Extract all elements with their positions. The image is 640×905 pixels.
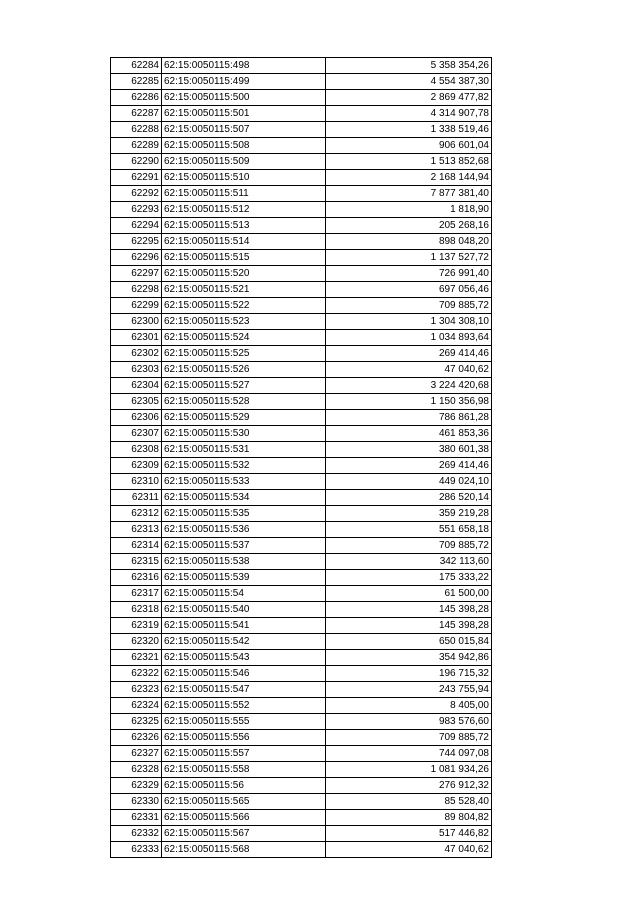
value-cell: 3 224 420,68 <box>326 378 492 394</box>
cadastral-code-cell: 62:15:0050115:532 <box>162 458 326 474</box>
value-cell: 650 015,84 <box>326 634 492 650</box>
cadastral-code-cell: 62:15:0050115:509 <box>162 154 326 170</box>
value-cell: 709 885,72 <box>326 538 492 554</box>
table-row <box>111 826 492 842</box>
value-cell: 1 304 308,10 <box>326 314 492 330</box>
table-row <box>111 634 492 650</box>
value-cell: 709 885,72 <box>326 730 492 746</box>
table-row <box>111 218 492 234</box>
cadastral-code-cell: 62:15:0050115:507 <box>162 122 326 138</box>
cadastral-code-cell: 62:15:0050115:557 <box>162 746 326 762</box>
cadastral-code-cell: 62:15:0050115:543 <box>162 650 326 666</box>
value-cell: 898 048,20 <box>326 234 492 250</box>
row-number-cell: 62298 <box>111 282 162 298</box>
table-row <box>111 522 492 538</box>
row-number-cell: 62329 <box>111 778 162 794</box>
row-number-cell: 62301 <box>111 330 162 346</box>
cadastral-code-cell: 62:15:0050115:528 <box>162 394 326 410</box>
table-row <box>111 762 492 778</box>
table-row <box>111 282 492 298</box>
row-number-cell: 62327 <box>111 746 162 762</box>
row-number-cell: 62285 <box>111 74 162 90</box>
value-cell: 551 658,18 <box>326 522 492 538</box>
value-cell: 269 414,46 <box>326 458 492 474</box>
table-row <box>111 650 492 666</box>
cadastral-code-cell: 62:15:0050115:529 <box>162 410 326 426</box>
table-row <box>111 426 492 442</box>
value-cell: 354 942,86 <box>326 650 492 666</box>
table-row <box>111 442 492 458</box>
cadastral-code-cell: 62:15:0050115:511 <box>162 186 326 202</box>
row-number-cell: 62303 <box>111 362 162 378</box>
cadastral-code-cell: 62:15:0050115:567 <box>162 826 326 842</box>
table-row <box>111 330 492 346</box>
value-cell: 786 861,28 <box>326 410 492 426</box>
cadastral-code-cell: 62:15:0050115:566 <box>162 810 326 826</box>
value-cell: 380 601,38 <box>326 442 492 458</box>
table-row <box>111 458 492 474</box>
row-number-cell: 62289 <box>111 138 162 154</box>
value-cell: 47 040,62 <box>326 842 492 858</box>
table-row <box>111 586 492 602</box>
cadastral-code-cell: 62:15:0050115:535 <box>162 506 326 522</box>
value-cell: 47 040,62 <box>326 362 492 378</box>
table-row <box>111 618 492 634</box>
row-number-cell: 62297 <box>111 266 162 282</box>
cadastral-code-cell: 62:15:0050115:54 <box>162 586 326 602</box>
table-row <box>111 746 492 762</box>
cadastral-code-cell: 62:15:0050115:520 <box>162 266 326 282</box>
table-row <box>111 810 492 826</box>
value-cell: 1 150 356,98 <box>326 394 492 410</box>
value-cell: 983 576,60 <box>326 714 492 730</box>
cadastral-code-cell: 62:15:0050115:556 <box>162 730 326 746</box>
value-cell: 1 137 527,72 <box>326 250 492 266</box>
value-cell: 145 398,28 <box>326 618 492 634</box>
value-cell: 5 358 354,26 <box>326 58 492 74</box>
row-number-cell: 62294 <box>111 218 162 234</box>
table-row <box>111 794 492 810</box>
cadastral-code-cell: 62:15:0050115:539 <box>162 570 326 586</box>
row-number-cell: 62306 <box>111 410 162 426</box>
cadastral-code-cell: 62:15:0050115:538 <box>162 554 326 570</box>
cadastral-code-cell: 62:15:0050115:547 <box>162 682 326 698</box>
cadastral-code-cell: 62:15:0050115:558 <box>162 762 326 778</box>
cadastral-code-cell: 62:15:0050115:521 <box>162 282 326 298</box>
cadastral-code-cell: 62:15:0050115:525 <box>162 346 326 362</box>
row-number-cell: 62310 <box>111 474 162 490</box>
table-row <box>111 266 492 282</box>
row-number-cell: 62332 <box>111 826 162 842</box>
value-cell: 2 869 477,82 <box>326 90 492 106</box>
cadastral-code-cell: 62:15:0050115:498 <box>162 58 326 74</box>
table-body <box>111 58 492 858</box>
row-number-cell: 62307 <box>111 426 162 442</box>
table-row <box>111 90 492 106</box>
row-number-cell: 62299 <box>111 298 162 314</box>
cadastral-code-cell: 62:15:0050115:565 <box>162 794 326 810</box>
table-row <box>111 234 492 250</box>
row-number-cell: 62312 <box>111 506 162 522</box>
row-number-cell: 62288 <box>111 122 162 138</box>
value-cell: 906 601,04 <box>326 138 492 154</box>
cadastral-code-cell: 62:15:0050115:526 <box>162 362 326 378</box>
table-row <box>111 778 492 794</box>
row-number-cell: 62308 <box>111 442 162 458</box>
value-cell: 449 024,10 <box>326 474 492 490</box>
cadastral-code-cell: 62:15:0050115:523 <box>162 314 326 330</box>
table-row <box>111 346 492 362</box>
value-cell: 243 755,94 <box>326 682 492 698</box>
cadastral-code-cell: 62:15:0050115:527 <box>162 378 326 394</box>
row-number-cell: 62305 <box>111 394 162 410</box>
cadastral-code-cell: 62:15:0050115:537 <box>162 538 326 554</box>
cadastral-code-cell: 62:15:0050115:522 <box>162 298 326 314</box>
cadastral-code-cell: 62:15:0050115:512 <box>162 202 326 218</box>
value-cell: 7 877 381,40 <box>326 186 492 202</box>
row-number-cell: 62290 <box>111 154 162 170</box>
row-number-cell: 62304 <box>111 378 162 394</box>
table-row <box>111 138 492 154</box>
table-row <box>111 714 492 730</box>
table-row <box>111 106 492 122</box>
row-number-cell: 62291 <box>111 170 162 186</box>
table-row <box>111 602 492 618</box>
table-row <box>111 58 492 74</box>
value-cell: 85 528,40 <box>326 794 492 810</box>
row-number-cell: 62300 <box>111 314 162 330</box>
table-row <box>111 506 492 522</box>
row-number-cell: 62319 <box>111 618 162 634</box>
value-cell: 1 818,90 <box>326 202 492 218</box>
cadastral-code-cell: 62:15:0050115:508 <box>162 138 326 154</box>
row-number-cell: 62318 <box>111 602 162 618</box>
cadastral-code-cell: 62:15:0050115:524 <box>162 330 326 346</box>
row-number-cell: 62330 <box>111 794 162 810</box>
cadastral-code-cell: 62:15:0050115:530 <box>162 426 326 442</box>
row-number-cell: 62326 <box>111 730 162 746</box>
row-number-cell: 62322 <box>111 666 162 682</box>
table-row <box>111 74 492 90</box>
table-row <box>111 698 492 714</box>
row-number-cell: 62333 <box>111 842 162 858</box>
table-row <box>111 410 492 426</box>
cadastral-code-cell: 62:15:0050115:501 <box>162 106 326 122</box>
table-row <box>111 122 492 138</box>
row-number-cell: 62317 <box>111 586 162 602</box>
row-number-cell: 62323 <box>111 682 162 698</box>
value-cell: 8 405,00 <box>326 698 492 714</box>
cadastral-code-cell: 62:15:0050115:534 <box>162 490 326 506</box>
value-cell: 269 414,46 <box>326 346 492 362</box>
table-row <box>111 170 492 186</box>
row-number-cell: 62286 <box>111 90 162 106</box>
table-row <box>111 842 492 858</box>
row-number-cell: 62309 <box>111 458 162 474</box>
table-row <box>111 378 492 394</box>
value-cell: 286 520,14 <box>326 490 492 506</box>
row-number-cell: 62321 <box>111 650 162 666</box>
row-number-cell: 62302 <box>111 346 162 362</box>
cadastral-code-cell: 62:15:0050115:510 <box>162 170 326 186</box>
cadastral-code-cell: 62:15:0050115:531 <box>162 442 326 458</box>
value-cell: 359 219,28 <box>326 506 492 522</box>
value-cell: 709 885,72 <box>326 298 492 314</box>
table-row <box>111 394 492 410</box>
data-table <box>110 57 492 858</box>
cadastral-code-cell: 62:15:0050115:536 <box>162 522 326 538</box>
row-number-cell: 62311 <box>111 490 162 506</box>
cadastral-code-cell: 62:15:0050115:515 <box>162 250 326 266</box>
table-row <box>111 250 492 266</box>
value-cell: 1 034 893,64 <box>326 330 492 346</box>
cadastral-code-cell: 62:15:0050115:56 <box>162 778 326 794</box>
table-row <box>111 490 492 506</box>
cadastral-code-cell: 62:15:0050115:500 <box>162 90 326 106</box>
row-number-cell: 62296 <box>111 250 162 266</box>
cadastral-code-cell: 62:15:0050115:546 <box>162 666 326 682</box>
value-cell: 461 853,36 <box>326 426 492 442</box>
table-row <box>111 730 492 746</box>
value-cell: 726 991,40 <box>326 266 492 282</box>
value-cell: 2 168 144,94 <box>326 170 492 186</box>
value-cell: 145 398,28 <box>326 602 492 618</box>
value-cell: 175 333,22 <box>326 570 492 586</box>
cadastral-code-cell: 62:15:0050115:568 <box>162 842 326 858</box>
value-cell: 276 912,32 <box>326 778 492 794</box>
row-number-cell: 62328 <box>111 762 162 778</box>
row-number-cell: 62324 <box>111 698 162 714</box>
table-row <box>111 554 492 570</box>
value-cell: 4 554 387,30 <box>326 74 492 90</box>
value-cell: 1 513 852,68 <box>326 154 492 170</box>
value-cell: 1 338 519,46 <box>326 122 492 138</box>
table-row <box>111 474 492 490</box>
cadastral-code-cell: 62:15:0050115:514 <box>162 234 326 250</box>
row-number-cell: 62295 <box>111 234 162 250</box>
cadastral-code-cell: 62:15:0050115:541 <box>162 618 326 634</box>
value-cell: 61 500,00 <box>326 586 492 602</box>
row-number-cell: 62292 <box>111 186 162 202</box>
cadastral-code-cell: 62:15:0050115:542 <box>162 634 326 650</box>
cadastral-code-cell: 62:15:0050115:499 <box>162 74 326 90</box>
value-cell: 517 446,82 <box>326 826 492 842</box>
cadastral-code-cell: 62:15:0050115:555 <box>162 714 326 730</box>
value-cell: 744 097,08 <box>326 746 492 762</box>
table-row <box>111 314 492 330</box>
row-number-cell: 62316 <box>111 570 162 586</box>
value-cell: 342 113,60 <box>326 554 492 570</box>
row-number-cell: 62287 <box>111 106 162 122</box>
value-cell: 89 804,82 <box>326 810 492 826</box>
value-cell: 1 081 934,26 <box>326 762 492 778</box>
row-number-cell: 62314 <box>111 538 162 554</box>
table-row <box>111 202 492 218</box>
value-cell: 697 056,46 <box>326 282 492 298</box>
table-row <box>111 186 492 202</box>
row-number-cell: 62331 <box>111 810 162 826</box>
value-cell: 205 268,16 <box>326 218 492 234</box>
table-row <box>111 298 492 314</box>
value-cell: 4 314 907,78 <box>326 106 492 122</box>
table-row <box>111 666 492 682</box>
table-row <box>111 362 492 378</box>
cadastral-code-cell: 62:15:0050115:513 <box>162 218 326 234</box>
row-number-cell: 62284 <box>111 58 162 74</box>
data-table-container <box>110 57 492 858</box>
cadastral-code-cell: 62:15:0050115:552 <box>162 698 326 714</box>
row-number-cell: 62313 <box>111 522 162 538</box>
table-row <box>111 538 492 554</box>
row-number-cell: 62315 <box>111 554 162 570</box>
row-number-cell: 62320 <box>111 634 162 650</box>
row-number-cell: 62293 <box>111 202 162 218</box>
cadastral-code-cell: 62:15:0050115:540 <box>162 602 326 618</box>
value-cell: 196 715,32 <box>326 666 492 682</box>
table-row <box>111 154 492 170</box>
table-row <box>111 682 492 698</box>
table-row <box>111 570 492 586</box>
row-number-cell: 62325 <box>111 714 162 730</box>
cadastral-code-cell: 62:15:0050115:533 <box>162 474 326 490</box>
